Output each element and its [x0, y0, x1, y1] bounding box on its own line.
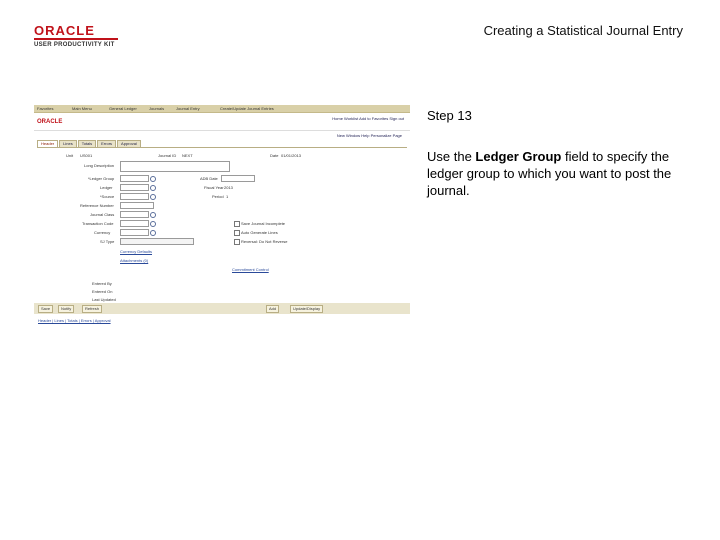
step-label: Step 13	[427, 108, 472, 123]
adb-date-label: ADB Date	[200, 176, 218, 181]
auto-generate-lines-checkbox[interactable]	[234, 230, 240, 236]
save-button[interactable]: Save	[38, 305, 53, 313]
currency-label: Currency	[94, 230, 111, 235]
step-instruction	[427, 148, 695, 199]
unit-value: US001	[80, 153, 93, 158]
fiscal-year-label: Fiscal Year	[204, 185, 224, 190]
adb-date-field[interactable]	[221, 175, 255, 182]
last-updated-label: Last Updated	[92, 297, 116, 302]
date-value: 01/01/2013	[281, 153, 302, 158]
application-screenshot	[34, 105, 410, 327]
source-lookup-icon[interactable]	[150, 194, 156, 200]
tab-divider	[37, 147, 407, 148]
tab-lines[interactable]: Lines	[59, 140, 77, 147]
notify-button[interactable]: Notify	[58, 305, 74, 313]
entered-by-label: Entered By	[92, 281, 112, 286]
nav-breadcrumb-bar	[34, 105, 410, 113]
save-journal-incomplete-label: Save Journal Incomplete	[241, 221, 286, 226]
bottom-tab-links[interactable]: Header | Lines | Totals | Errors | Approval	[38, 318, 111, 323]
instruction-text-before: Use the	[427, 149, 476, 164]
tab-header[interactable]: Header	[37, 140, 58, 147]
page-title: Creating a Statistical Journal Entry	[483, 23, 683, 38]
oracle-logo-word: ORACLE	[34, 24, 124, 40]
ledger-field[interactable]	[120, 184, 149, 191]
brand-bar	[34, 113, 410, 131]
nav-item[interactable]: Journal Entry	[176, 106, 200, 111]
sub-link-bar	[34, 131, 410, 139]
reference-number-label: Reference Number	[80, 203, 114, 208]
journal-class-label: Journal Class	[90, 212, 115, 217]
add-button[interactable]: Add	[266, 305, 279, 313]
instruction-field-name: Ledger Group	[475, 149, 562, 164]
long-description-label: Long Description	[84, 163, 115, 168]
top-links[interactable]: Home Worklist Add to Favorites Sign out	[332, 116, 404, 121]
page-links[interactable]: New Window Help Personalize Page	[336, 133, 402, 138]
ledger-lookup-icon[interactable]	[150, 185, 156, 191]
commitment-control-link[interactable]: Commitment Control	[232, 267, 269, 272]
currency-lookup-icon[interactable]	[150, 230, 156, 236]
currency-field[interactable]	[120, 229, 149, 236]
instruction-text-after: field to specify the ledger group to which you want to post the journal.	[427, 149, 672, 198]
reversal-checkbox[interactable]	[234, 239, 240, 245]
journal-id-label: Journal ID	[158, 153, 177, 158]
sj-type-label: SJ Type	[100, 239, 115, 244]
journal-class-field[interactable]	[120, 211, 149, 218]
entered-on-label: Entered On	[92, 289, 113, 294]
nav-item[interactable]: Create/Update Journal Entries	[220, 106, 274, 111]
period-value: 1	[226, 194, 229, 199]
unit-label: Unit	[66, 153, 74, 158]
fiscal-year-value: 2013	[224, 185, 233, 190]
ledger-label: Ledger	[100, 185, 113, 190]
oracle-upk-logo	[34, 24, 124, 48]
attachments-link[interactable]: Attachments (0)	[120, 258, 149, 263]
ledger-group-label: *Ledger Group	[88, 176, 115, 181]
app-oracle-logo: ORACLE	[37, 119, 63, 125]
transaction-code-label: Transaction Code	[82, 221, 114, 226]
sj-type-select[interactable]	[120, 238, 194, 245]
ledger-group-field[interactable]	[120, 175, 149, 182]
transaction-code-lookup-icon[interactable]	[150, 221, 156, 227]
period-label: Period	[212, 194, 224, 199]
source-field[interactable]	[120, 193, 149, 200]
update-display-button[interactable]: Update/Display	[290, 305, 323, 313]
auto-generate-lines-label: Auto Generate Lines	[241, 230, 278, 235]
nav-item[interactable]: Journals	[149, 106, 165, 111]
tab-totals[interactable]: Totals	[78, 140, 96, 147]
reversal-label: Reversal: Do Not Reverse	[241, 239, 288, 244]
tab-approval[interactable]: Approval	[117, 140, 141, 147]
page-tabs	[37, 140, 142, 146]
nav-item[interactable]: General Ledger	[109, 106, 137, 111]
action-button-bar	[34, 303, 410, 314]
journal-id-value: NEXT	[182, 153, 193, 158]
upk-logo-subtitle: USER PRODUCTIVITY KIT	[34, 42, 115, 48]
reference-number-field[interactable]	[120, 202, 154, 209]
nav-item[interactable]: Favorites	[37, 106, 54, 111]
refresh-button[interactable]: Refresh	[82, 305, 102, 313]
nav-item[interactable]: Main Menu	[72, 106, 92, 111]
currency-defaults-link[interactable]: Currency Defaults	[120, 249, 153, 254]
save-journal-incomplete-checkbox[interactable]	[234, 221, 240, 227]
date-label: Date	[270, 153, 279, 158]
journal-class-lookup-icon[interactable]	[150, 212, 156, 218]
transaction-code-field[interactable]	[120, 220, 149, 227]
ledger-group-lookup-icon[interactable]	[150, 176, 156, 182]
tab-errors[interactable]: Errors	[97, 140, 116, 147]
source-label: *Source	[100, 194, 115, 199]
long-description-field[interactable]	[120, 161, 230, 172]
